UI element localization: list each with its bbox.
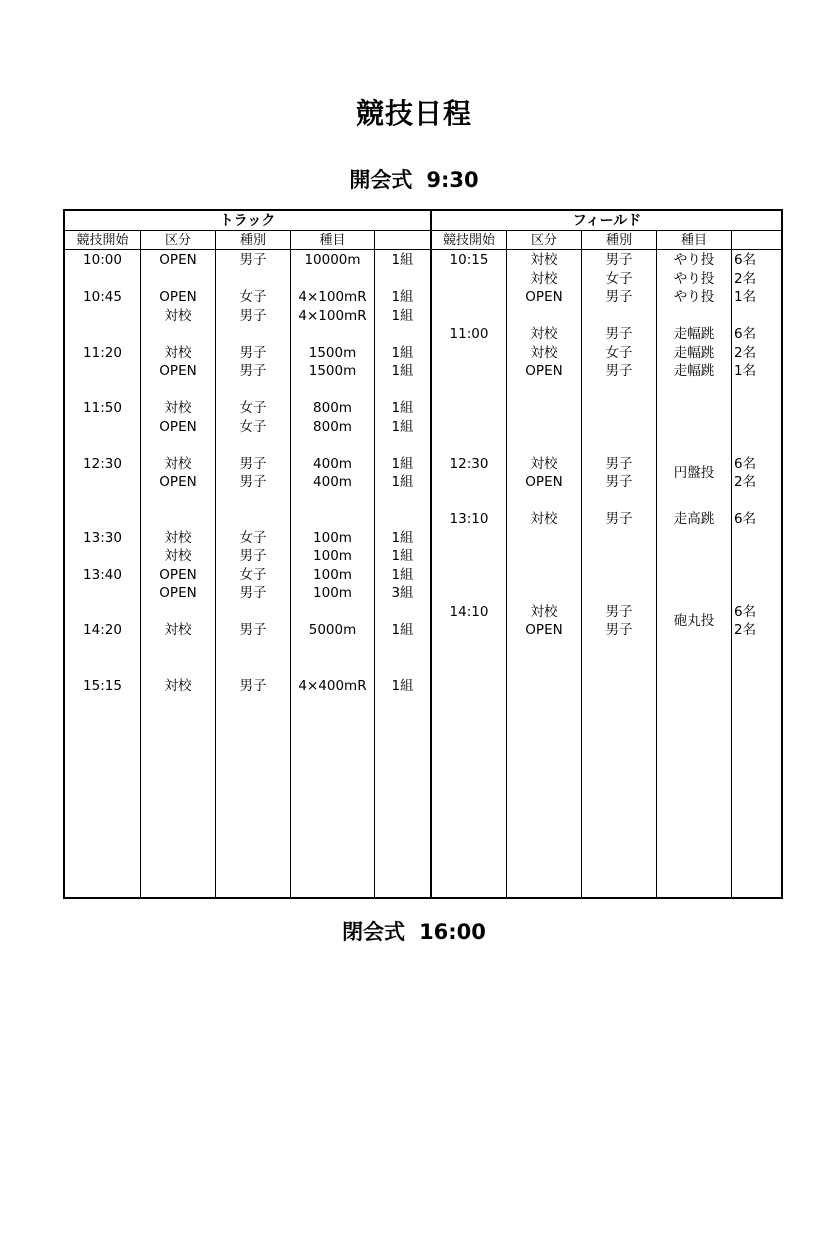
field-gender: 男子 [605,252,633,268]
track-groups: 1組 [391,400,414,416]
track-event: 1500m [308,344,357,361]
field-category: OPEN [525,289,563,305]
opening-ceremony-label: 開会式 [349,168,413,192]
field-category: 対校 [530,326,558,342]
track-start-time [65,473,140,492]
field-header-category: 区分 [530,233,557,248]
track-header-category: 区分 [164,233,191,248]
track-gender: 男子 [239,622,267,638]
track-event: 400m [313,455,352,472]
field-gender: 男子 [605,622,633,638]
field-event: 走幅跳 [673,344,715,361]
field-count: 6名 [734,455,757,472]
track-event: 100m [313,585,352,601]
track-groups: 1組 [391,566,414,583]
track-event: 800m [313,400,352,416]
field-gender: 男子 [605,326,633,342]
track-start-time: 11:50 [83,400,122,416]
track-event: 100m [313,548,352,564]
track-start-time [65,584,140,603]
track-header-start-time: 競技開始 [76,233,129,248]
field-event: 走高跳 [673,511,715,527]
track-header-gender: 種別 [239,233,266,248]
field-count: 6名 [734,252,757,268]
closing-ceremony-time: 16:00 [419,920,486,944]
field-category: 対校 [530,270,558,287]
track-category: 対校 [164,400,192,416]
track-start-time: 12:30 [83,455,122,472]
track-header-groups [375,232,430,250]
field-category: OPEN [525,622,563,638]
field-gender: 男子 [605,363,633,379]
field-gender: 女子 [605,344,633,361]
field-gender: 男子 [605,289,633,305]
field-start-time [432,621,506,640]
page-title: 競技日程 [355,97,472,130]
field-gender: 男子 [605,455,633,472]
track-category: 対校 [164,677,192,694]
field-category: 対校 [530,455,558,472]
track-category: 対校 [164,307,192,324]
track-category: OPEN [159,289,197,305]
track-groups: 1組 [391,289,414,305]
field-count: 1名 [734,289,757,305]
field-event: やり投 [673,289,715,305]
track-gender: 男子 [239,585,267,601]
track-start-time: 11:20 [83,344,122,361]
track-event: 4×400mR [298,677,367,694]
track-header-event: 種目 [319,233,346,248]
field-count: 2名 [734,270,757,287]
track-start-time [65,307,140,326]
track-groups: 1組 [391,455,414,472]
field-gender: 男子 [605,511,633,527]
field-header-count [732,232,783,250]
field-gender: 男子 [605,474,633,490]
closing-ceremony-label: 閉会式 [342,920,406,944]
track-gender: 男子 [239,548,267,564]
track-gender: 男子 [239,363,267,379]
track-event: 100m [313,566,352,583]
track-start-time [65,362,140,381]
field-event: 走幅跳 [673,363,715,379]
opening-ceremony [0,164,828,194]
opening-ceremony-time: 9:30 [426,168,479,192]
field-start-time: 10:15 [449,252,489,268]
track-start-time: 15:15 [83,677,122,694]
track-start-time: 10:45 [83,289,122,305]
track-start-time: 13:40 [83,566,122,583]
field-count: 6名 [734,326,757,342]
field-category: 対校 [530,344,558,361]
track-groups: 1組 [391,363,414,379]
track-start-time: 10:00 [83,252,122,268]
field-start-time [432,362,506,381]
field-header-gender: 種別 [605,233,632,248]
track-category: 対校 [164,622,192,638]
track-gender: 男子 [239,252,267,268]
field-section-header: フィールド [572,213,642,229]
field-event: やり投 [673,252,715,268]
track-gender: 女子 [239,289,267,305]
track-section-header: トラック [219,213,276,229]
field-event-merged: 砲丸投 [673,612,715,629]
track-gender: 女子 [239,418,267,435]
field-start-time: 12:30 [449,455,489,472]
track-gender: 男子 [239,455,267,472]
track-groups: 1組 [391,548,414,564]
track-event: 400m [313,474,352,490]
track-gender: 男子 [239,474,267,490]
field-category: OPEN [525,474,563,490]
track-start-time [65,547,140,566]
field-count: 1名 [734,363,757,379]
track-groups: 1組 [391,677,414,694]
track-groups: 1組 [391,252,414,268]
field-start-time: 13:10 [449,511,489,527]
track-gender: 女子 [239,566,267,583]
field-event: やり投 [673,270,715,287]
schedule-table [63,209,783,899]
field-start-time: 11:00 [449,326,489,342]
track-gender: 女子 [239,529,267,546]
field-start-time [432,270,506,289]
track-category: OPEN [159,418,197,435]
field-start-time: 14:10 [449,603,489,620]
field-start-time [432,344,506,363]
track-category: OPEN [159,363,197,379]
field-count: 2名 [734,344,757,361]
track-gender: 男子 [239,677,267,694]
track-category: OPEN [159,252,197,268]
field-start-time [432,473,506,492]
track-start-time: 13:30 [83,529,122,546]
track-groups: 1組 [391,474,414,490]
track-gender: 男子 [239,307,267,324]
field-event: 走幅跳 [673,326,715,342]
track-event: 100m [313,529,352,546]
field-event-merged: 円盤投 [673,464,715,481]
track-event: 4×100mR [298,289,367,305]
track-groups: 3組 [391,585,414,601]
track-gender: 男子 [239,344,267,361]
track-groups: 1組 [391,622,414,638]
track-groups: 1組 [391,344,414,361]
track-event: 10000m [304,252,361,268]
field-header-start-time: 競技開始 [442,233,495,248]
field-category: 対校 [530,252,558,268]
track-category: 対校 [164,455,192,472]
field-gender: 女子 [605,270,633,287]
field-category: OPEN [525,363,563,379]
track-groups: 1組 [391,529,414,546]
field-count: 2名 [734,474,757,490]
field-count: 6名 [734,511,757,527]
track-event: 1500m [308,363,357,379]
track-groups: 1組 [391,307,414,324]
field-category: 対校 [530,603,558,620]
field-header-event: 種目 [680,233,707,248]
track-groups: 1組 [391,418,414,435]
track-category: 対校 [164,529,192,546]
track-event: 4×100mR [298,307,367,324]
track-event: 5000m [308,622,357,638]
field-gender: 男子 [605,603,633,620]
track-category: OPEN [159,474,197,490]
section-divider [430,211,432,897]
field-count: 2名 [734,622,757,638]
field-start-time [432,288,506,307]
track-gender: 女子 [239,400,267,416]
field-count: 6名 [734,603,757,620]
track-category: 対校 [164,344,192,361]
track-start-time [65,418,140,437]
track-category: OPEN [159,566,197,583]
field-category: 対校 [530,511,558,527]
closing-ceremony [0,916,828,946]
track-category: OPEN [159,585,197,601]
track-start-time: 14:20 [83,622,122,638]
track-category: 対校 [164,548,192,564]
track-event: 800m [313,418,352,435]
